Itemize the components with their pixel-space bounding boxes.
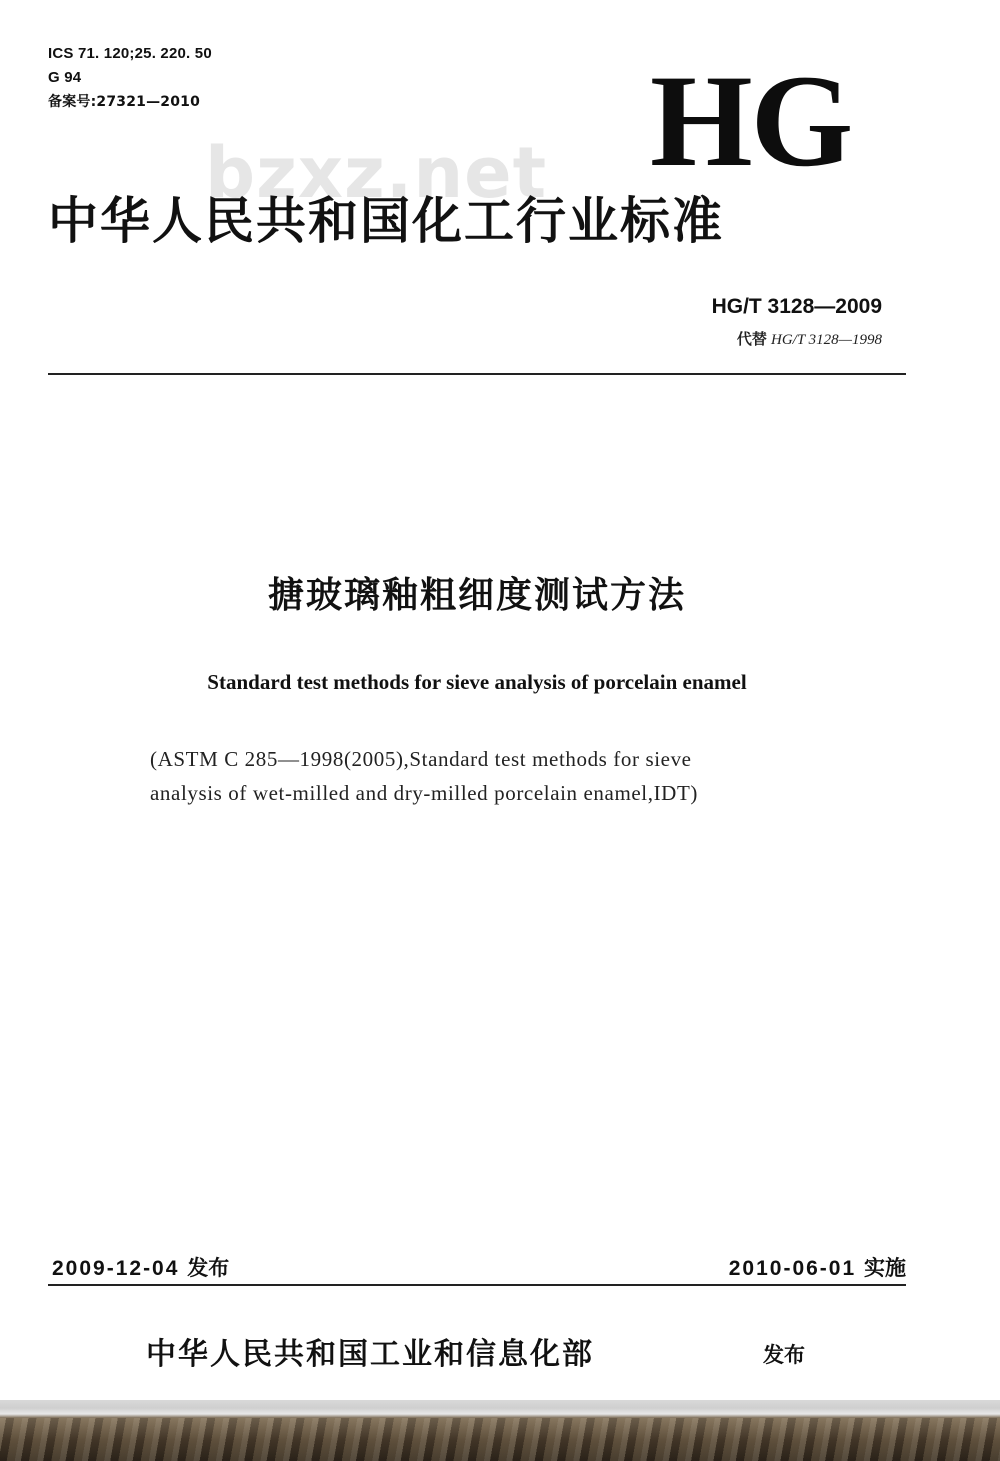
ccs-code: G 94 [48,69,82,86]
issue-date [52,1258,229,1279]
filing-number: 备案号:27321—2010 [48,94,201,110]
issue-date-label: 发布 [187,1256,230,1280]
header-title: 中华人民共和国化工行业标准 [48,192,724,250]
replaces-code: HG/T 3128—1998 [771,332,882,348]
issue-date-value: 2009-12-04 [52,1257,180,1280]
title-chinese: 搪玻璃釉粗细度测试方法 [267,575,686,616]
implementation-date [729,1258,906,1279]
publisher-label: 发布 [763,1343,805,1367]
standard-number: HG/T 3128—2009 [711,295,882,318]
ics-code: ICS 71. 120;25. 220. 50 [48,45,212,62]
hg-logo: HG [650,47,852,194]
adoption-note-line2: analysis of wet-milled and dry-milled porcelain enamel,IDT) [150,781,698,805]
replaces-label: 代替 [736,330,767,348]
watermark: bzxz.net [205,132,548,214]
top-divider [48,373,906,375]
bottom-divider [48,1284,906,1286]
scan-edge-band [0,1400,1000,1461]
implementation-date-label: 实施 [864,1256,906,1280]
implementation-date-value: 2010-06-01 [728,1257,857,1280]
replaces-line [737,332,882,348]
publisher-name: 中华人民共和国工业和信息化部 [146,1337,594,1372]
adoption-note-line1: (ASTM C 285—1998(2005),Standard test methods for sieve [150,747,692,771]
adoption-note [150,742,830,810]
title-english: Standard test methods for sieve analysis of porcelain enamel [207,670,747,694]
